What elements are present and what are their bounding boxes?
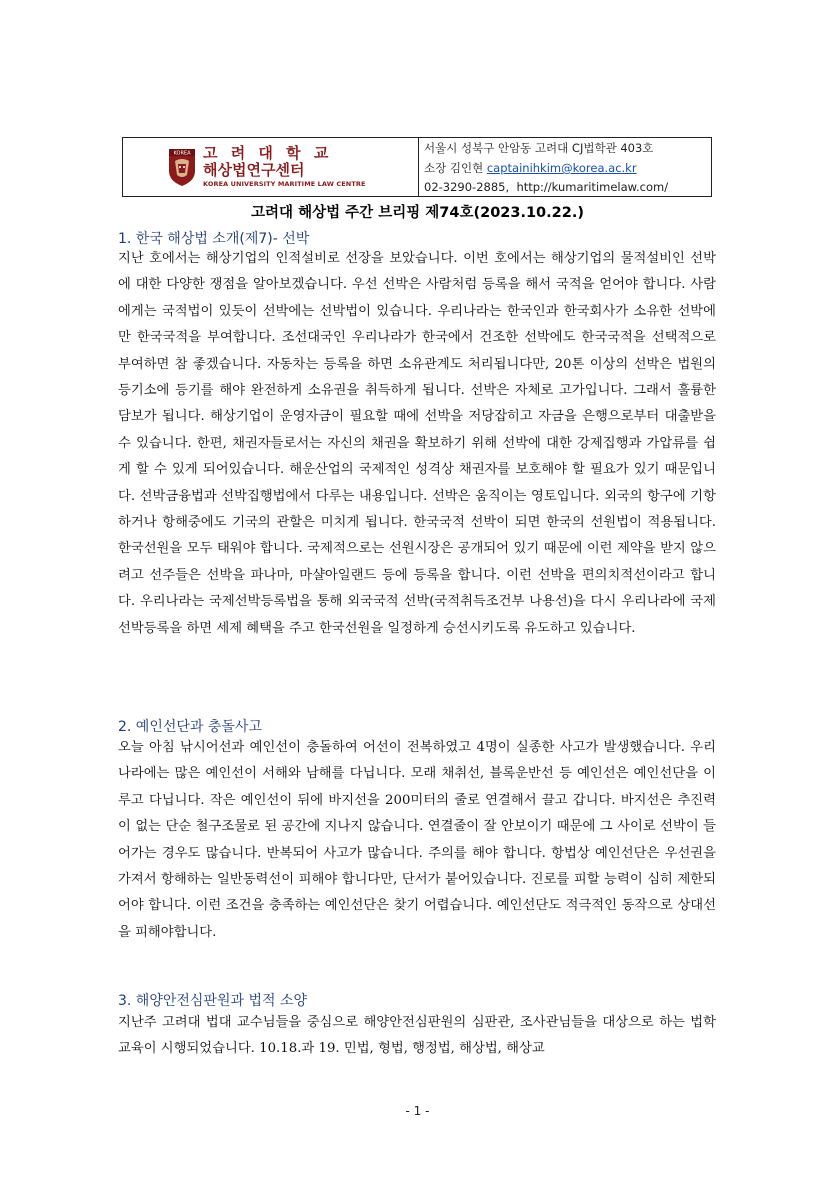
page-number: - 1 - xyxy=(405,1104,430,1118)
logo-center-english-name: KOREA UNIVERSITY MARITIME LAW CENTRE xyxy=(203,180,366,189)
section-body-marine-safety-tribunal: 지난주 고려대 법대 교수님들을 중심으로 해양안전심판원의 심판관, 조사관님들을 대상으로 하는 법학 교육이 시행되었습니다. 10.18.과 19. 민법, 형법, 행정법, 해상법, 해상교 xyxy=(118,1015,716,1057)
email-link[interactable]: captainihkim@korea.ac.kr xyxy=(486,161,637,175)
address-line: 서울시 성북구 안암동 고려대 CJ법학관 403호 xyxy=(424,141,654,155)
section-heading-ship: 1. 한국 해상법 소개(제7)- 선박 xyxy=(118,231,310,247)
university-crest-icon xyxy=(167,147,197,187)
logo-university-name: 고 려 대 학 교 xyxy=(203,144,333,163)
phone-web-line xyxy=(424,180,711,194)
director-line xyxy=(424,160,711,176)
header-table xyxy=(122,137,712,197)
brief-title: 고려대 해상법 주간 브리핑 제74호(2023.10.22.) xyxy=(251,205,584,221)
phone-number: 02-3290-2885, xyxy=(424,180,510,194)
section-body-ship: 지난 호에서는 해상기업의 인적설비로 선장을 보았습니다. 이번 호에서는 해상기업의 물적설비인 선박에 대한 다양한 쟁점을 알아보겠습니다. 우선 선박은 사람처럼 등록을 해서 국적을 얻어야 합니다. 사람에게는 국적법이 있듯이 선박에는 선박법이 있습니다. 우리나라는 한국인과 한국회사가 소유한 선박에만 한국국적을 부여합니다. 조선대국인 우리나라가 한국에서 건조한 선박에도 한국국적을 선택적으로 부여하면 참 좋겠습니다. 자동차는 등록을 하면 소유관계도 처리됩니다만, 20톤 이상의 선박은 법원의 등기소에 등기를 해야 완전하게 소유권을 취득하게 됩니다. 선박은 자체로 고가입니다. 그래서 훌륭한 담보가 됩니다. 해상기업이 운영자금이 필요할 때에 선박을 저당잡히고 자금을 은행으로부터 대출받을 수 있습니다. 한편, 채권자들로서는 자신의 채권을 확보하기 위해 선박에 대한 강제집행과 가압류를 쉽게 할 수 있게 되어있습니다. 해운산업의 국제적인 성격상 채권자를 보호해야 할 필요가 있기 때문입니다. 선박금융법과 선박집행법에서 다루는 내용입니다. 선박은 움직이는 영토입니다. 외국의 항구에 기항하거나 항해중에도 기국의 관할은 미치게 됩니다. 한국국적 선박이 되면 한국의 선원법이 적용됩니다. 한국선원을 모두 태워야 합니다. 국제적으로는 선원시장은 공개되어 있기 때문에 이런 제약을 받지 않으려고 선주들은 선박을 파나마, 마샬아일랜드 등에 등록을 합니다. 이런 선박을 편의치적선이라고 합니다. 우리나라는 국제선박등록법을 통해 외국국적 선박(국적취득조건부 나용선)을 다시 우리나라에 국제선박등록을 하면 세제 혜택을 주고 한국선원을 일정하게 승선시키도록 유도하고 있습니다. xyxy=(118,251,716,636)
section-heading-tug-collision: 2. 예인선단과 충돌사고 xyxy=(118,719,262,735)
logo-center-name: 해상법연구센터 xyxy=(203,161,305,180)
section-heading-marine-safety-tribunal: 3. 해양안전심판원과 법적 소양 xyxy=(118,993,307,1009)
section-body-tug-collision: 오늘 아침 낚시어선과 예인선이 충돌하여 어선이 전복하였고 4명이 실종한 사고가 발생했습니다. 우리나라에는 많은 예인선이 서해와 남해를 다닙니다. 모래 채취선, 블록운반선 등 예인선은 예인선단을 이루고 다닙니다. 작은 예인선이 뒤에 바지선을 200미터의 줄로 연결해서 끌고 갑니다. 바지선은 추진력이 없는 단순 철구조물로 된 공간에 지나지 않습니다. 연결줄이 잘 안보이기 때문에 그 사이로 선박이 들어가는 경우도 많습니다. 반복되어 사고가 많습니다. 주의를 해야 합니다. 항법상 예인선단은 우선권을 가져서 항해하는 일반동력선이 피해야 합니다만, 단서가 붙어있습니다. 진로를 피할 능력이 심히 제한되어야 합니다. 이런 조건을 충족하는 예인선단은 찾기 어렵습니다. 예인선단도 적극적인 동작으로 상대선을 피해야합니다. xyxy=(118,740,716,940)
website-link[interactable]: http://kumaritimelaw.com/ xyxy=(516,180,669,194)
crest-text: KOREA xyxy=(173,150,191,157)
logo-cell xyxy=(123,138,419,196)
contact-cell xyxy=(419,138,711,196)
director-label: 소장 김인현 xyxy=(424,161,484,175)
